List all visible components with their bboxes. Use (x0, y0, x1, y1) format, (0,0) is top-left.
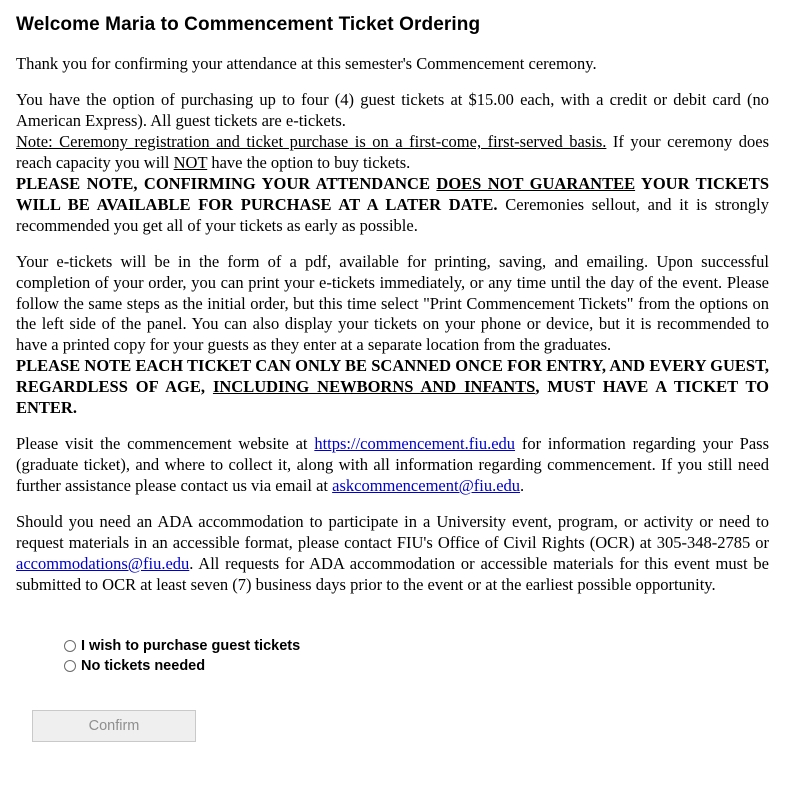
guarantee-warning-a: PLEASE NOTE, CONFIRMING YOUR ATTENDANCE (16, 173, 437, 193)
first-come-note: Note: Ceremony registration and ticket purchase is on a first-come, first-served basis. (16, 131, 607, 151)
radio-purchase-tickets-icon[interactable] (64, 640, 76, 652)
website-text-b: for information regarding your Pass (graduate ticket), and where to collect it, along with all information regarding commencement. If you still need further assistance please contact us via email at (16, 434, 769, 496)
option-no-tickets-label: No tickets needed (81, 657, 206, 674)
purchase-info-paragraph (16, 90, 769, 237)
scan-warning-a: PLEASE NOTE EACH TICKET CAN ONLY BE SCANNED ONCE FOR ENTRY, AND EVERY GUEST, REGARDLESS OF AGE, (16, 356, 769, 397)
capacity-text-b: have the option to buy tickets. (207, 152, 411, 172)
eticket-text: Your e-tickets will be in the form of a pdf, available for printing, saving, and emailing. Upon successful completion of your order, you can print your e-tickets immediately, or any time until the day of the event. Please follow the same steps as the initial order, but this time select "Print Commencement Tickets" from the options on the left side of the panel. You can also display your tickets on your phone or device, but it is recommended to have a printed copy for your guests as they enter at a separate location from the graduates. (16, 251, 769, 355)
website-paragraph (16, 434, 769, 497)
website-text-a: Please visit the commencement website at (16, 434, 315, 454)
confirm-button[interactable]: Confirm (32, 710, 196, 742)
ada-text-b: . All requests for ADA accommodation or accessible materials for this event must be submitted to OCR at least seven (7) business days prior to the event or at the earliest possible opportunity. (16, 554, 769, 594)
scan-warning-emphasis: INCLUDING NEWBORNS AND INFANTS (212, 377, 536, 397)
ada-paragraph (16, 512, 769, 596)
capacity-text-a: If your ceremony does reach capacity you will (16, 131, 769, 172)
accommodations-email-link[interactable]: accommodations@fiu.edu (16, 554, 190, 574)
eticket-paragraph (16, 252, 769, 420)
askcommencement-email-link[interactable]: askcommencement@fiu.edu (332, 476, 521, 496)
option-purchase-tickets-label: I wish to purchase guest tickets (81, 637, 301, 654)
guarantee-warning-emphasis: DOES NOT GUARANTEE (436, 173, 636, 193)
ada-text-a: Should you need an ADA accommodation to participate in a University event, program, or activity or need to request materials in an accessible format, please contact FIU's Office of Civil Rights (OCR) at 305-348-2785 or (16, 512, 769, 553)
purchase-info-text: You have the option of purchasing up to four (4) guest tickets at $15.00 each, with a credit or debit card (no American Express). All guest tickets are e-tickets. (16, 89, 769, 130)
confirm-button-wrapper (16, 710, 769, 742)
commencement-website-link[interactable]: https://commencement.fiu.edu (314, 434, 516, 454)
scan-warning-b: , MUST HAVE A TICKET TO ENTER. (16, 377, 769, 418)
page-title: Welcome Maria to Commencement Ticket Ordering (16, 14, 481, 35)
option-purchase-tickets[interactable] (64, 638, 769, 654)
sellout-note: Ceremonies sellout, and it is strongly recommended you get all of your tickets as early as possible. (16, 194, 770, 235)
not-emphasis: NOT (173, 152, 208, 172)
website-text-c: . (520, 476, 525, 496)
radio-no-tickets-icon[interactable] (64, 660, 76, 672)
option-no-tickets[interactable] (64, 658, 769, 674)
guarantee-warning-b: YOUR TICKETS WILL BE AVAILABLE FOR PURCHASE AT A LATER DATE. (16, 173, 769, 214)
ticket-options-group (16, 638, 769, 674)
intro-text: Thank you for confirming your attendance at this semester's Commencement ceremony. (16, 54, 597, 73)
intro-paragraph (16, 54, 769, 75)
